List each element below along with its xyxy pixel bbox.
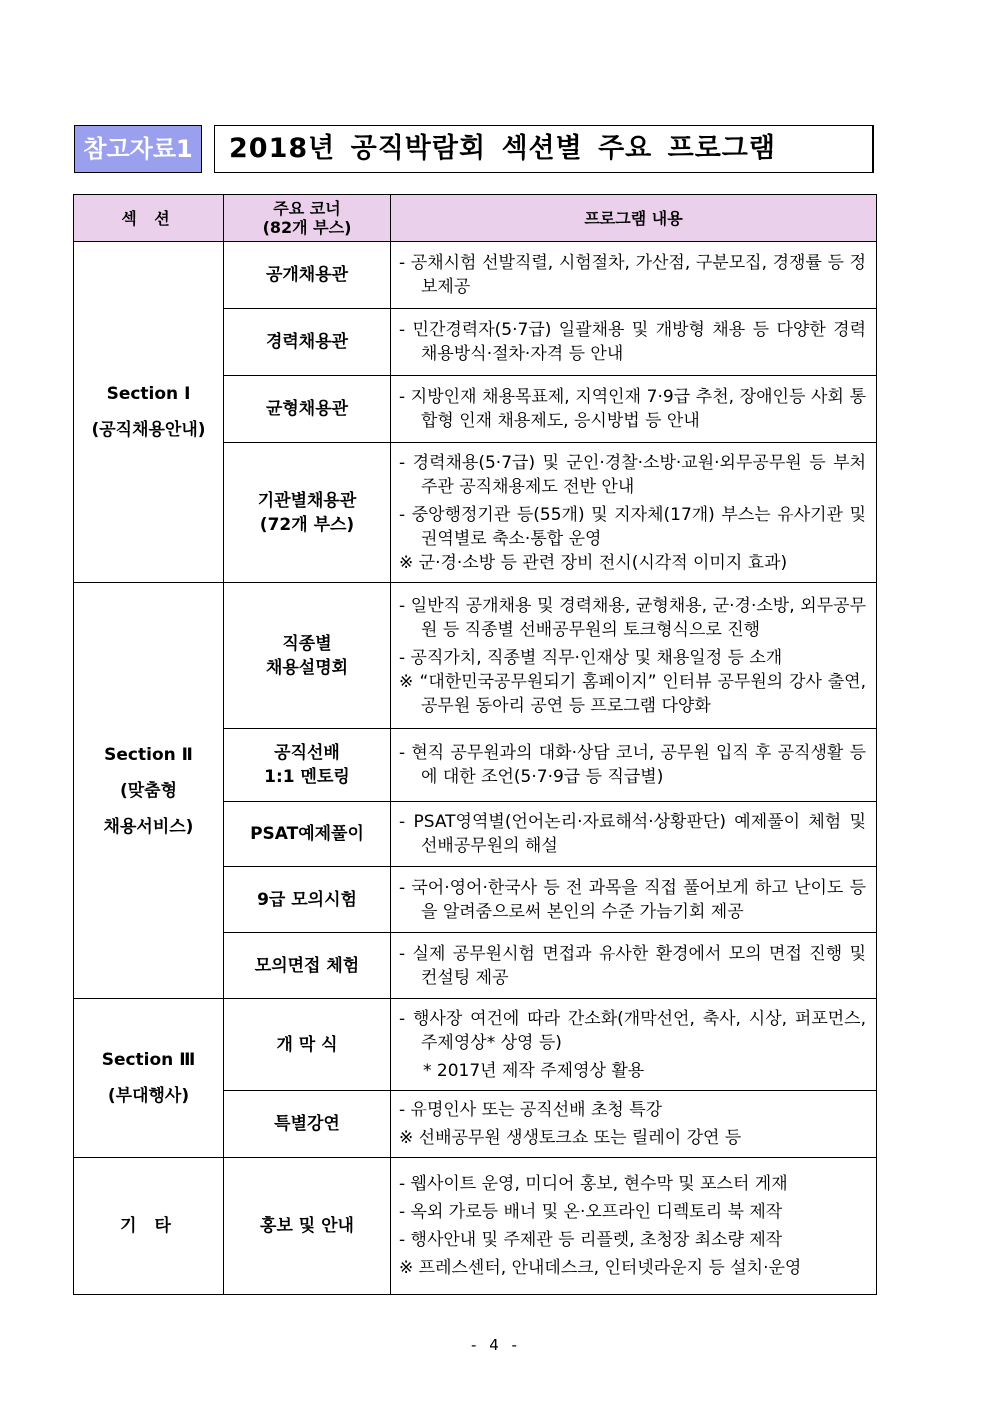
content-item: - 옥외 가로등 배너 및 온·오프라인 디렉토리 북 제작	[399, 1202, 783, 1222]
content-cell	[391, 867, 877, 933]
content-item: - 국어·영어·한국사 등 전 과목을 직접 풀어보게 하고 난이도 등을 알려줌으로써 본인의 수준 가늠기회 제공	[399, 877, 866, 922]
corner-cell: 균형채용관	[224, 376, 391, 443]
header-corner	[224, 195, 391, 242]
corner-cell: 9급 모의시험	[224, 867, 391, 933]
corner-cell	[224, 443, 391, 583]
table-row	[74, 1158, 877, 1295]
table-row	[74, 583, 877, 729]
document-title: 2018년 공직박람회 섹션별 주요 프로그램	[214, 125, 874, 173]
header-corner-line1: 주요 코너	[273, 199, 341, 218]
content-item: - 현직 공무원과의 대화·상담 코너, 공무원 입직 후 공직생활 등에 대한 조언(5·7·9급 등 직급별)	[399, 743, 866, 787]
corner-cell: 경력채용관	[224, 309, 391, 376]
reference-badge: 참고자료1	[74, 125, 202, 173]
section-1-cell	[74, 242, 224, 583]
content-cell	[391, 376, 877, 443]
header-corner-line2: (82개 부스)	[262, 218, 352, 237]
content-item: - 유명인사 또는 공직선배 초청 특강	[399, 1100, 663, 1120]
corner-cell: 공개채용관	[224, 242, 391, 309]
content-note: ※ 군·경·소방 등 관련 장비 전시(시각적 이미지 효과)	[399, 552, 788, 573]
corner-line1: 기관별채용관	[257, 490, 357, 511]
section-3-name: Section Ⅲ	[101, 1050, 196, 1070]
header-content: 프로그램 내용	[391, 195, 877, 242]
header-section: 섹 션	[74, 195, 224, 242]
content-cell	[391, 1091, 877, 1158]
section-4-cell: 기 타	[74, 1158, 224, 1295]
corner-line1: 공직선배	[274, 743, 340, 763]
corner-line1: 직종별	[282, 633, 332, 654]
content-item: - 민간경력자(5·7급) 일괄채용 및 개방형 채용 등 다양한 경력채용방식·절차·자격 등 안내	[399, 320, 866, 364]
content-item: - 일반직 공개채용 및 경력채용, 균형채용, 군·경·소방, 외무공무원 등 직종별 선배공무원의 토크형식으로 진행	[399, 595, 866, 640]
section-3-sub: (부대행사)	[107, 1086, 190, 1106]
content-note: ※ “대한민국공무원되기 홈페이지” 인터뷰 공무원의 강사 출연, 공무원 동아리 공연 등 프로그램 다양화	[399, 671, 866, 716]
corner-cell	[224, 583, 391, 729]
corner-cell: 특별강연	[224, 1091, 391, 1158]
content-item: - 행사안내 및 주제관 등 리플렛, 초청장 최소량 제작	[399, 1230, 783, 1250]
corner-cell: 개 막 식	[224, 999, 391, 1091]
section-1-sub: (공직채용안내)	[91, 420, 206, 440]
content-cell	[391, 443, 877, 583]
section-3-cell	[74, 999, 224, 1158]
corner-line2: 1:1 멘토링	[264, 767, 350, 787]
content-item: - 공채시험 선발직렬, 시험절차, 가산점, 구분모집, 경쟁률 등 정보제공	[399, 253, 866, 297]
corner-line2: 채용설명회	[265, 657, 349, 678]
content-note: ※ 프레스센터, 안내데스크, 인터넷라운지 등 설치·운영	[399, 1258, 802, 1278]
content-item: - 지방인재 채용목표제, 지역인재 7·9급 추천, 장애인등 사회 통합형 인재 채용제도, 응시방법 등 안내	[399, 387, 866, 431]
content-cell	[391, 1158, 877, 1295]
content-item: - 공직가치, 직종별 직무·인재상 및 채용일정 등 소개	[399, 647, 783, 668]
content-item: - 중앙행정기관 등(55개) 및 지자체(17개) 부스는 유사기관 및 권역별로 축소·통합 운영	[399, 504, 866, 549]
program-table	[73, 194, 877, 1295]
content-cell	[391, 999, 877, 1091]
page-number: - 4 -	[471, 1336, 521, 1354]
table-row	[74, 999, 877, 1091]
content-cell	[391, 729, 877, 802]
content-cell	[391, 802, 877, 867]
corner-cell	[224, 729, 391, 802]
content-item: - 실제 공무원시험 면접과 유사한 환경에서 모의 면접 진행 및 컨설팅 제공	[399, 943, 866, 988]
content-cell	[391, 309, 877, 376]
table-row	[74, 242, 877, 309]
corner-cell: PSAT예제풀이	[224, 802, 391, 867]
title-row	[74, 125, 874, 175]
content-note: ※ 선배공무원 생생토크쇼 또는 릴레이 강연 등	[399, 1128, 742, 1148]
content-item: - PSAT영역별(언어논리·자료해석·상황판단) 예제풀이 체험 및 선배공무원의 해설	[399, 812, 866, 856]
table-header-row	[74, 195, 877, 242]
section-2-name: Section Ⅱ	[104, 744, 193, 765]
corner-line2: (72개 부스)	[259, 514, 355, 535]
content-item: - 행사장 여건에 따라 간소화(개막선언, 축사, 시상, 퍼포먼스, 주제영상* 상영 등)	[399, 1008, 866, 1053]
section-2-sub2: 채용서비스)	[103, 816, 194, 837]
section-2-sub1: (맞춤형	[119, 780, 178, 801]
section-2-cell	[74, 583, 224, 999]
content-item: - 경력채용(5·7급) 및 군인·경찰·소방·교원·외무공무원 등 부처 주관 공직채용제도 전반 안내	[399, 452, 866, 497]
corner-cell: 홍보 및 안내	[224, 1158, 391, 1295]
content-footnote: * 2017년 제작 주제영상 활용	[423, 1060, 645, 1081]
content-item: - 웹사이트 운영, 미디어 홍보, 현수막 및 포스터 게재	[399, 1174, 788, 1194]
content-cell	[391, 583, 877, 729]
section-1-name: Section Ⅰ	[106, 384, 191, 404]
content-cell	[391, 933, 877, 999]
corner-cell: 모의면접 체험	[224, 933, 391, 999]
content-cell	[391, 242, 877, 309]
